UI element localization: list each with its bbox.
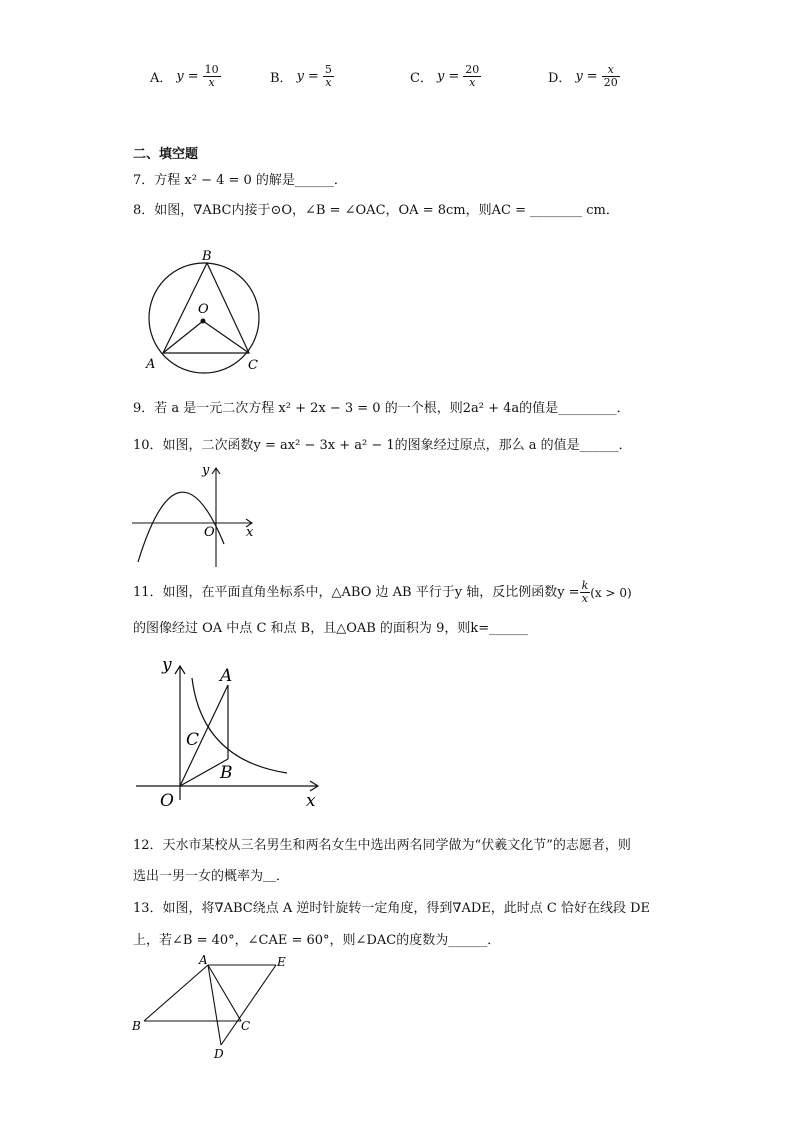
option-d[interactable]: D． y = $\frac{x}{20}$ <box>548 63 618 89</box>
origin-label: O <box>204 525 215 540</box>
option-a[interactable]: A． y = $\frac{10}{x}$ <box>150 63 219 89</box>
question-12-line2: 选出一男一女的概率为＿． <box>133 869 290 884</box>
label-d: D <box>214 1047 224 1061</box>
figure-8-circle-triangle <box>140 245 270 375</box>
label-c: C <box>248 358 258 373</box>
question-9: 9．若 a 是一元二次方程 x² + 2x − 3 = 0 的一个根，则2a² + 4a的值是_________． <box>133 401 630 416</box>
label-c: C <box>241 1019 251 1033</box>
axis-y-label: y <box>162 655 172 675</box>
section-title: 二、填空题 <box>133 147 199 162</box>
axis-x-label: x <box>306 791 316 811</box>
option-c[interactable]: C． y = $\frac{20}{x}$ <box>410 63 480 89</box>
answer-options <box>150 64 670 104</box>
label-a: A <box>146 357 156 372</box>
question-13-line2: 上，若∠B = 40°，∠CAE = 60°，则∠DAC的度数为______． <box>133 933 501 948</box>
label-b: B <box>202 249 212 264</box>
question-11-line2: 的图像经过 OA 中点 C 和点 B，且△OAB 的面积为 9，则k=______ <box>133 621 529 636</box>
label-o: O <box>198 302 209 317</box>
question-13-line1: 13．如图，将∇ABC绕点 A 逆时针旋转一定角度，得到∇ADE，此时点 C 恰好在线段 DE <box>133 901 651 916</box>
figure-10-parabola <box>128 462 268 572</box>
fraction: $\frac{20}{x}$ <box>465 63 480 89</box>
label-b: B <box>132 1019 141 1033</box>
label-a: A <box>199 953 208 967</box>
axis-y-label: y <box>202 463 210 478</box>
figure-13-rotation <box>128 950 298 1062</box>
question-11-line1: 11．如图，在平面直角坐标系中，△ABO 边 AB 平行于y 轴，反比例函数y = $\frac{k}{x}$ (x > 0) <box>133 579 632 605</box>
label-b: B <box>220 763 233 783</box>
question-7: 7．方程 x² − 4 = 0 的解是______． <box>133 173 347 188</box>
figure-11-hyperbola <box>132 650 332 815</box>
label-a: A <box>220 666 233 686</box>
question-10: 10．如图，二次函数y = ax² − 3x + a² − 1的图象经过原点，那么 a 的值是______． <box>133 438 632 453</box>
option-b[interactable]: B． y = $\frac{5}{x}$ <box>270 63 332 89</box>
fraction: $\frac{x}{20}$ <box>603 63 618 89</box>
fraction-k-over-x: $\frac{k}{x}$ <box>581 579 589 605</box>
label-c: C <box>186 730 200 750</box>
question-12-line1: 12．天水市某校从三名男生和两名女生中选出两名同学做为“伏羲文化节”的志愿者，则 <box>133 838 631 853</box>
fraction: $\frac{5}{x}$ <box>324 63 332 89</box>
origin-label: O <box>160 791 174 811</box>
question-8: 8．如图，∇ABC内接于⊙O，∠B = ∠OAC，OA = 8cm，则AC = ________ cm． <box>133 203 619 218</box>
label-e: E <box>277 955 286 969</box>
axis-x-label: x <box>246 525 254 540</box>
fraction: $\frac{10}{x}$ <box>204 63 219 89</box>
